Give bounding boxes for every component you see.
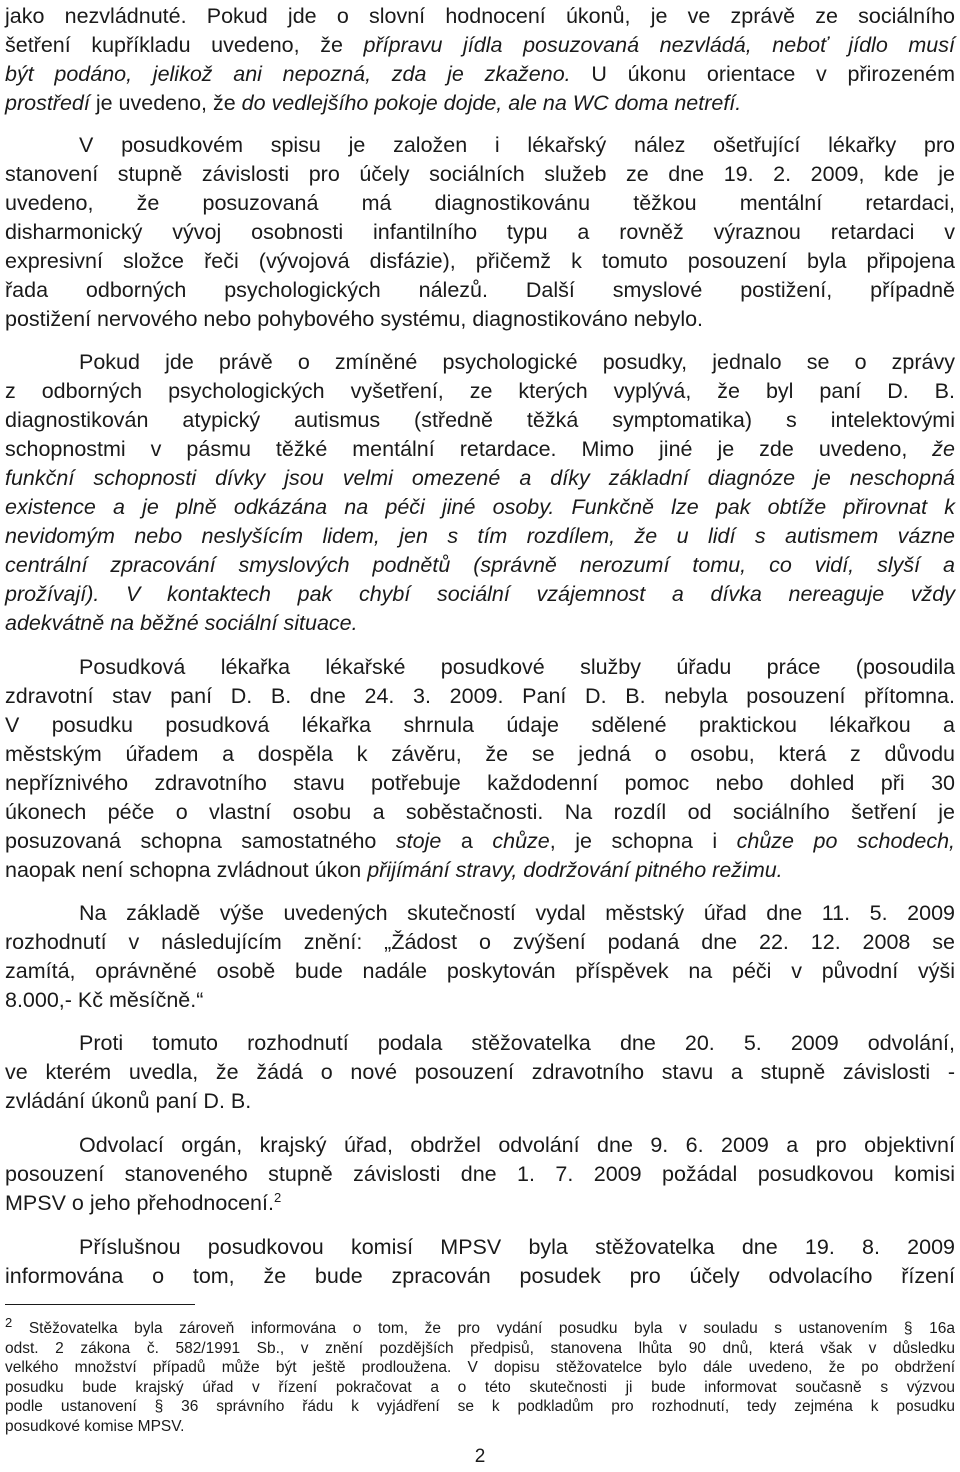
paragraph <box>5 653 955 885</box>
footnote <box>5 1314 955 1436</box>
paragraph <box>5 1131 955 1218</box>
text-line <box>5 464 955 493</box>
text-run: přípravu jídla posuzovaná nezvládá, neboť jídlo musí <box>363 33 955 57</box>
footnote-marker: 2 <box>5 1314 13 1330</box>
text-line <box>5 160 955 189</box>
text-line <box>5 1087 955 1116</box>
text-run: U úkonu orientace v přirozeném <box>570 62 955 86</box>
text-run: Odvolací orgán, krajský úřad, obdržel odvolání dne 9. 6. 2009 a pro objektivní <box>79 1133 955 1157</box>
text-run: rozhodnutí v následujícím znění: „Žádost o zvýšení podaná dne 22. 12. 2008 se <box>5 930 955 954</box>
text-run: Stěžovatelka byla zároveň informována o tom, že pro vydání posudku byla v souladu s ustanovením § 16a <box>12 1320 955 1337</box>
paragraph <box>5 1233 955 1291</box>
text-run: 8.000,- Kč měsíčně.“ <box>5 988 204 1012</box>
text-run: postižení nervového nebo pohybového systému, diagnostikováno nebylo. <box>5 307 704 331</box>
text-run: posudkové komise MPSV. <box>5 1417 185 1435</box>
text-line <box>5 276 955 305</box>
page-number: 2 <box>474 1446 486 1467</box>
text-run: , je schopna i <box>549 829 737 853</box>
text-line <box>5 131 955 160</box>
text-line <box>5 377 955 406</box>
text-run: že <box>932 437 955 461</box>
text-line <box>5 522 955 551</box>
text-line <box>5 1339 955 1359</box>
text-run: centrální zpracování smyslových podnětů (správně nerozumí tomu, co vidí, slyší a <box>5 553 955 577</box>
text-run: nevidomým nebo neslyšícím lidem, jen s tím rozdílem, že u lidí s autismem vázne <box>5 524 955 548</box>
text-run: stoje <box>395 829 442 853</box>
text-run: Posudková lékařka lékařské posudkové služby úřadu práce (posoudila <box>79 655 955 679</box>
text-line <box>5 305 955 334</box>
paragraph <box>5 2 955 118</box>
paragraph <box>5 1029 955 1116</box>
text-run: posuzovaná schopna samostatného <box>5 829 396 853</box>
footnote-marker: 2 <box>273 1189 282 1205</box>
text-run: šetření kupříkladu uvedeno, že <box>5 33 364 57</box>
text-run: odst. 2 zákona č. 582/1991 Sb., v znění pozdějších předpisů, stanovena lhůta 90 dnů, která však v důsledku <box>5 1339 955 1357</box>
text-line <box>5 189 955 218</box>
footnote-separator <box>5 1304 195 1305</box>
text-line <box>5 580 955 609</box>
text-line <box>5 31 955 60</box>
text-line <box>5 493 955 522</box>
text-line <box>5 1189 955 1218</box>
text-run: podle ustanovení § 36 správního řádu k vyjádření se k podkladům pro rozhodnutí, tedy zejména k posudku <box>5 1398 955 1415</box>
text-run: do vedlejšího pokoje dojde, ale na WC doma netrefí. <box>241 91 742 115</box>
text-line <box>5 928 955 957</box>
text-line <box>5 798 955 827</box>
text-line <box>5 89 955 118</box>
paragraph <box>5 348 955 638</box>
text-run: je uvedeno, že <box>89 91 242 115</box>
text-run: MPSV o jeho přehodnocení. <box>5 1191 274 1215</box>
text-line <box>5 609 955 638</box>
text-run: a <box>441 829 493 853</box>
text-line <box>5 1358 955 1378</box>
text-line <box>5 247 955 276</box>
text-run: zdravotní stav paní D. B. dne 24. 3. 2009. Paní D. B. nebyla posouzení přítomna. <box>5 684 955 708</box>
text-run: V posudku posudková lékařka shrnula údaje sdělené praktickou lékařkou a <box>5 713 955 737</box>
text-line <box>5 827 955 856</box>
text-run: V posudkovém spisu je založen i lékařský nález ošetřující lékařky pro <box>79 133 955 157</box>
text-line <box>5 1160 955 1189</box>
text-run: přijímání stravy, dodržování pitného režimu. <box>367 858 783 882</box>
text-run: uvedeno, že posuzovaná má diagnostikovánu těžkou mentální retardaci, <box>5 191 955 215</box>
text-run: Na základě výše uvedených skutečností vydal městský úřad dne 11. 5. 2009 <box>79 901 955 925</box>
text-line <box>5 1378 955 1398</box>
text-line <box>5 60 955 89</box>
text-run: nepříznivého zdravotního stavu potřebuje každodenní pomoc nebo dohled při 30 <box>5 771 955 795</box>
text-line <box>5 1262 955 1291</box>
text-line <box>5 1131 955 1160</box>
text-run: Pokud jde právě o zmíněné psychologické posudky, jednalo se o zprávy <box>79 350 955 374</box>
text-run: městským úřadem a dospěla k závěru, že se jedná o osobu, která z důvodu <box>5 742 955 766</box>
text-run: posudku bude krajský úřad v řízení pokračovat a o této skutečnosti ji bude informovat současně s výzvou <box>5 1378 955 1396</box>
text-run: chůze po schodech, <box>736 829 956 853</box>
text-line <box>5 957 955 986</box>
text-run: informována o tom, že bude zpracován posudek pro účely odvolacího řízení <box>5 1264 955 1288</box>
text-run: velkého množství případů může být ještě prodloužena. V dopisu stěžovatelce bylo dále uvedeno, že po obdržení <box>5 1359 955 1376</box>
text-run: jako nezvládnuté. Pokud jde o slovní hodnocení úkonů, je ve zprávě ze sociálního <box>5 4 955 28</box>
text-run: existence a je plně odkázána na péči jiné osoby. Funkčně lze pak obtíže přirovnat k <box>5 495 955 519</box>
text-line <box>5 856 955 885</box>
text-run: prostředí <box>5 91 90 115</box>
text-line <box>5 406 955 435</box>
text-run: posouzení stanoveného stupně závislosti dne 1. 7. 2009 požádal posudkovou komisi <box>5 1162 955 1186</box>
text-run: prožívají). V kontaktech pak chybí sociální vzájemnost a dívka nereaguje vždy <box>5 582 955 606</box>
text-run: být podáno, jelikož ani nepozná, zda je zkaženo. <box>5 62 571 86</box>
text-run: ve kterém uvedla, že žádá o nové posouzení zdravotního stavu a stupně závislosti - <box>5 1060 955 1084</box>
text-line <box>5 769 955 798</box>
text-line <box>5 1029 955 1058</box>
text-run: naopak není schopna zvládnout úkon <box>5 858 368 882</box>
text-run: schopnostmi v pásmu těžké mentální retardace. Mimo jiné je zde uvedeno, <box>5 437 933 461</box>
text-run: expresivní složce řeči (vývojová disfázie), přičemž k tomuto posouzení byla připojena <box>5 249 955 273</box>
text-run: funkční schopnosti dívky jsou velmi omezené a díky základní diagnóze je neschopná <box>5 466 955 490</box>
text-line <box>5 740 955 769</box>
text-line <box>5 899 955 928</box>
text-line <box>5 551 955 580</box>
text-line <box>5 435 955 464</box>
paragraph <box>5 131 955 334</box>
text-line <box>5 711 955 740</box>
text-line <box>5 1058 955 1087</box>
text-run: diagnostikován atypický autismus (středně těžká symptomatika) s intelektovými <box>5 408 955 432</box>
text-line <box>5 2 955 31</box>
text-line <box>5 348 955 377</box>
text-line <box>5 986 955 1015</box>
text-run: disharmonický vývoj osobnosti infantilního typu a rovněž výraznou retardaci v <box>5 220 955 244</box>
text-run: z odborných psychologických vyšetření, ze kterých vyplývá, že byl paní D. B. <box>5 379 955 403</box>
paragraph <box>5 899 955 1015</box>
text-run: Příslušnou posudkovou komisí MPSV byla stěžovatelka dne 19. 8. 2009 <box>79 1235 955 1259</box>
text-run: stanovení stupně závislosti pro účely sociálních služeb ze dne 19. 2. 2009, kde je <box>5 162 955 186</box>
text-run: řada odborných psychologických nálezů. Další smyslové postižení, případně <box>5 278 955 302</box>
text-run: zvládání úkonů paní D. B. <box>5 1089 252 1113</box>
text-line <box>5 1417 955 1437</box>
text-run: chůze <box>492 829 550 853</box>
text-line <box>5 653 955 682</box>
text-line <box>5 1397 955 1417</box>
text-line <box>5 1314 955 1339</box>
text-run: zamítá, oprávněné osobě bude nadále poskytován příspěvek na péči v původní výši <box>5 959 955 983</box>
text-run: Proti tomuto rozhodnutí podala stěžovatelka dne 20. 5. 2009 odvolání, <box>79 1031 955 1055</box>
text-line <box>5 1233 955 1262</box>
text-run: adekvátně na běžné sociální situace. <box>5 611 358 635</box>
text-run: úkonech péče o vlastní osobu a soběstačnosti. Na rozdíl od sociálního šetření je <box>5 800 955 824</box>
text-line <box>5 218 955 247</box>
text-line <box>5 682 955 711</box>
